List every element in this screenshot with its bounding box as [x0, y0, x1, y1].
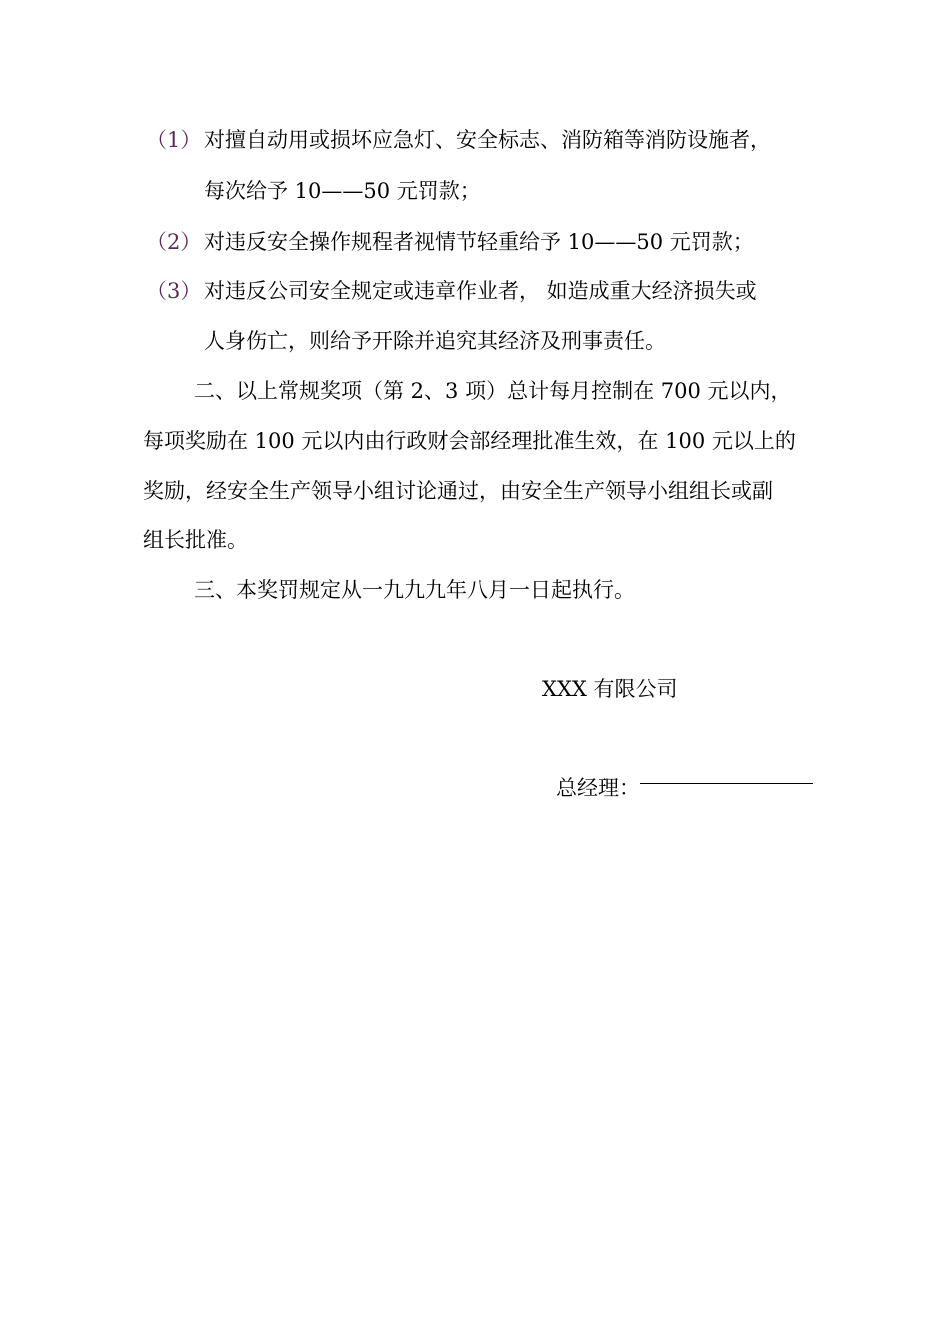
section-2-line-3: 奖励，经安全生产领导小组讨论通过，由安全生产领导小组组长或副	[143, 479, 773, 503]
section-3-line-1: 三、本奖罚规定从一九九九年八月一日起执行。	[194, 578, 635, 602]
general-manager-label: 总经理：	[556, 776, 640, 800]
penalty-item-2	[146, 227, 754, 257]
penalty-item-3	[146, 276, 757, 306]
signature-line	[640, 783, 813, 784]
penalty-item-1	[146, 125, 771, 155]
section-2-line-4: 组长批准。	[143, 528, 248, 552]
penalty-item-3-continuation: 人身伤亡，则给予开除并追究其经济及刑事责任。	[204, 329, 666, 353]
penalty-item-1-text: 对擅自动用或损坏应急灯、安全标志、消防箱等消防设施者，	[204, 128, 771, 152]
penalty-item-1-continuation: 每次给予 10——50 元罚款；	[204, 179, 481, 203]
company-name: XXX 有限公司	[542, 677, 678, 701]
penalty-item-2-marker: （2）	[146, 230, 202, 254]
penalty-item-3-marker: （3）	[146, 279, 202, 303]
penalty-item-2-text: 对违反安全操作规程者视情节轻重给予 10——50 元罚款；	[204, 230, 754, 254]
section-2-line-2: 每项奖励在 100 元以内由行政财会部经理批准生效，在 100 元以上的	[143, 429, 796, 453]
penalty-item-3-text: 对违反公司安全规定或违章作业者， 如造成重大经济损失或	[204, 279, 757, 303]
section-2-line-1: 二、以上常规奖项（第 2、3 项）总计每月控制在 700 元以内，	[194, 379, 792, 403]
penalty-item-1-marker: （1）	[146, 128, 202, 152]
